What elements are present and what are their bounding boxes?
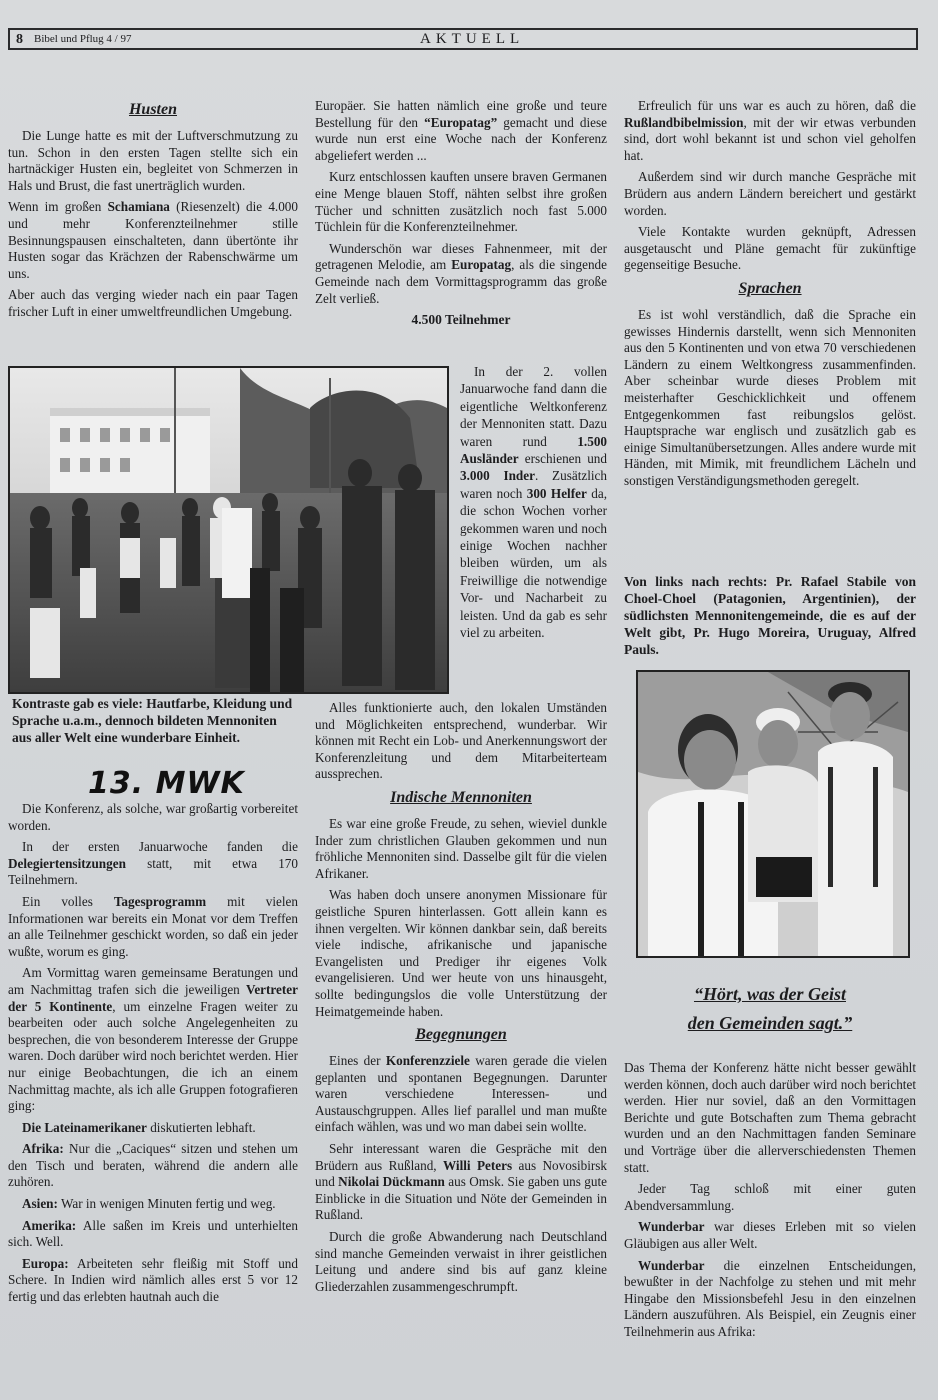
paragraph: In der ersten Januarwoche fanden die Delegiertensitzungen statt, mit etwa 170 Teilnehmern. — [8, 839, 298, 888]
page-header — [8, 28, 918, 50]
paragraph: Amerika: Alle saßen im Kreis und unterhielten sich. Well. — [8, 1217, 298, 1250]
paragraph: Das Thema der Konferenz hätte nicht besser gewählt werden können, doch auch darüber wird noch berichtet werden. Hier nur soviel, daß an den Vormittagen Berichte und gute Botschaften zum Thema gebracht wurden und an den Nachmittagen fanden Seminare und Vorträge über die allerverschiedensten Themen statt. — [624, 1060, 916, 1175]
paragraph: Am Vormittag waren gemeinsame Beratungen und am Nachmittag trafen sich die jeweiligen Vertreter der 5 Kontinente, um einzelne Fragen weiter zu bearbeiten oder auch solche Angelegenheiten zu besprechen, die von besonderem Interesse der Gruppe waren. Doch darüber wird noch berichtet werden. Hier nur einige Beobachtungen, die ich an einem Nachmittag machte, als ich alle Gruppen fotografieren ging: — [8, 965, 299, 1114]
paragraph: Europäer. Sie hatten nämlich eine große und teure Bestellung für den “Europatag” gemacht und diese wurde nun erst eine Woche nach der Konferenz abgeliefert werden ... — [315, 98, 608, 163]
column-2-top — [315, 98, 607, 335]
paragraph: Kurz entschlossen kauften unsere braven Germanen eine Menge blauen Stoff, nähten selbst ihre großen Tücher und schnitten zusätzlich noch fast 5.000 Tüchlein für die Konferenzteilnehmer. — [315, 169, 607, 235]
photo1-caption: Kontraste gab es viele: Hautfarbe, Kleidung und Sprache u.a.m., dennoch bildeten Mennoniten aus aller Welt eine wunderbare Einheit. — [12, 696, 293, 745]
crowd-image — [10, 368, 447, 692]
paragraph: Wunderschön war dieses Fahnenmeer, mit der getragenen Melodie, am Europatag, als die singende Gemeinde nach dem Vormittagsprogramm das große Zelt verließ. — [315, 240, 607, 306]
quote-heading — [624, 980, 916, 1038]
paragraph: Viele Kontakte wurden geknüpft, Adressen ausgetauscht und Pläne gemacht für zukünftige gegenseitige Besuche. — [624, 224, 916, 273]
paragraph: Wunderbar die einzelnen Entscheidungen, bewußter in der Nachfolge zu stehen und mit mehr Hingabe den Missionsbefehl Jesu in den einzelnen Ländern auszuführen. Als Beispiel, ein Zeugnis einer Teilnehmerin aus Afrika: — [624, 1257, 916, 1339]
column-1-bottom — [8, 801, 298, 1311]
paragraph: Alles funktionierte auch, den lokalen Umständen und Möglichkeiten entsprechend, wunderbar. Wir können mit Recht ein Lob- und Anerkennungswort der Konferenzleitung und dem Mitarbeiterteam aussprechen. — [315, 700, 607, 782]
paragraph: Durch die große Abwanderung nach Deutschland sind manche Gemeinden verwaist in ihrer geistlichen Leitung und andere sind bis auf ganz kleine Gliederzahlen zusammengeschrumpft. — [315, 1229, 607, 1294]
heading-husten: Husten — [128, 101, 177, 118]
paragraph: Was haben doch unsere anonymen Missionare für geistliche Spuren hinterlassen. Gott allein kann es ihnen vergelten. Wir können dankbar sein, daß bereits viele indische, afrikanische und japanische Evangelisten und Prediger ihr eigenes Volk evangelisieren. Und wer heute von uns hinausgeht, sollte bedingungslos die volle Unterstützung der Heimatgemeinde haben. — [315, 887, 607, 1019]
heading-begegnungen: Begegnungen — [415, 1026, 507, 1044]
paragraph: Ein volles Tagesprogramm mit vielen Informationen war bereits ein Monat vor dem Treffen an alle Teilnehmer geschickt worden, so daß ein jeder wußte, worum es ging. — [8, 893, 298, 959]
subheading-4500: 4.500 Teilnehmer — [411, 312, 511, 328]
paragraph: Es ist wohl verständlich, daß die Sprache ein gewisses Hindernis darstellt, wenn sich Mennoniten aus den 5 Kontinenten und von etwa 70 verschiedenen Ländern zu einem Weltkongress zusammenfinden. Aber scheinbar wurde dieses Problem mit meisterhafter Geschicklichkeit und offenem Entgegenkommen fast reibungslos gelöst. Hauptsprache war englisch und zusätzlich gab es einige Simultanübersetzungen. Alles andere wurde mit Händen, mit Mimik, mit freundlichem Lächeln und sonstigen Verständigungsmethoden geregelt. — [624, 306, 916, 488]
column-3-top — [624, 98, 916, 494]
paragraph: Es war eine große Freude, zu sehen, wieviel dunkle Inder zum christlichen Glauben gekommen und nun fröhliche Mennoniten sind. Dasselbe gilt für die vielen Afrikaner. — [315, 815, 607, 881]
paragraph: Jeder Tag schloß mit einer guten Abendversammlung. — [624, 1181, 916, 1213]
heading-sprachen: Sprachen — [738, 279, 802, 297]
paragraph: Erfreulich für uns war es auch zu hören, daß die Rußlandbibelmission, mit der wir etwas verbunden sind, dort wohl bekannt ist und schon viel geholfen hat. — [624, 98, 916, 163]
paragraph: In der 2. vollen Januarwoche fand dann die eigentliche Weltkonferenz der Mennoniten statt. Dazu waren rund 1.500 Ausländer erschienen und 3.000 Inder. Zusätzlich waren noch 300 Helfer da, die schon Wochen vorher gekommen waren und noch einige Wochen nachher bleiben würden, um als Freiwillige die notwendige Vor- und Nacharbeit zu leisten. Und da gab es sehr viel zu arbeiten. — [460, 364, 607, 641]
column-2-bottom — [315, 700, 607, 1300]
paragraph: Afrika: Nur die „Caciques“ sitzen und stehen um den Tisch und beraten, während die andern alle zuhören. — [8, 1141, 298, 1190]
paragraph: Wenn im großen Schamiana (Riesenzelt) die 4.000 und mehr Konferenzteilnehmer stille Besinnungspausen einschalteten, dann übertönte ihr Husten sogar das Krächzen der Rabenschwärme um uns. — [8, 199, 298, 281]
paragraph: Eines der Konferenzziele waren gerade die vielen geplanten und spontanen Begegnungen. Darunter waren verschiedene Interessen- und Austauschgruppen. Alles lief parallel und man mußte einfach wählen, was und wo man dabei sein wollte. — [315, 1053, 608, 1135]
heading-indische-mennoniten: Indische Mennoniten — [390, 788, 532, 806]
section-title: AKTUELL — [420, 31, 525, 47]
quote-line-1: “Hört, was der Geist — [693, 984, 846, 1004]
paragraph: Wunderbar war dieses Erleben mit so vielen Gläubigen aus aller Welt. — [624, 1219, 916, 1251]
photo2-caption: Von links nach rechts: Pr. Rafael Stabile von Choel-Choel (Patagonien, Argentinien), der südlichsten Mennonitengemeinde, die es auf der Welt gibt, Pr. Hugo Moreira, Uruguay, Alfred Pauls. — [624, 574, 916, 657]
mwk-title: 13. MWK — [88, 766, 245, 801]
three-men-photo — [636, 670, 910, 958]
paragraph: Sehr interessant waren die Gespräche mit den Brüdern aus Rußland, Willi Peters aus Novosibirsk und Nikolai Dückmann aus Omsk. Sie gaben uns gute Einblicke in die Situation und Nöte der Gemeinden in Rußland. — [315, 1141, 607, 1223]
paragraph: Die Konferenz, als solche, war großartig vorbereitet worden. — [8, 801, 298, 833]
column-2-wrap — [460, 363, 607, 642]
column-3-bottom — [624, 1060, 916, 1346]
conference-crowd-photo — [8, 366, 449, 694]
three-men-image — [638, 672, 908, 956]
paragraph: Die Lateinamerikaner diskutierten lebhaft. — [22, 1119, 256, 1135]
column-1-top — [8, 96, 298, 326]
paragraph: Außerdem sind wir durch manche Gespräche mit Brüdern aus andern Ländern bereichert und gestärkt worden. — [624, 169, 916, 218]
page-number: 8 — [16, 32, 23, 47]
paragraph: Die Lunge hatte es mit der Luftverschmutzung zu tun. Schon in den ersten Tagen stellte sich ein hartnäckiger Husten ein, begleitet von Schmerzen in Hals und Brust, die fast unerträglich wurden. — [8, 128, 298, 193]
publication-name: Bibel und Pflug 4 / 97 — [34, 33, 132, 45]
paragraph: Asien: War in wenigen Minuten fertig und weg. — [22, 1196, 276, 1212]
paragraph: Aber auch das verging wieder nach ein paar Tagen frischer Luft in einer umweltfreundlichen Umgebung. — [8, 287, 298, 319]
paragraph: Europa: Arbeiteten sehr fleißig mit Stoff und Schere. In Indien wird nämlich alles erst 5 vor 12 fertig und das erlebten hautnah auch die — [8, 1255, 298, 1305]
quote-line-2: den Gemeinden sagt.” — [687, 1013, 853, 1033]
